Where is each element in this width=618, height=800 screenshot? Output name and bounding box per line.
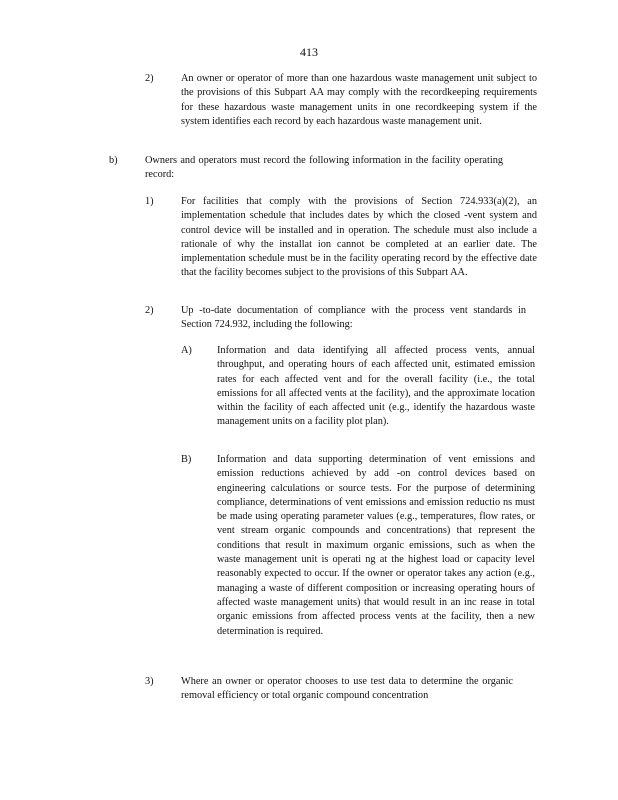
page-number: 413 xyxy=(300,45,318,59)
paragraph-implementation-schedule: For facilities that comply with the provisions of Section 724.933(a)(2), an implementation schedule that includes dates by which the closed -vent system and control device will be installed and in operation. The schedule must also include a rationale of why the installat ion cannot be completed at an earlier date. The implementation schedule must be in the facility operating record by the effective date that the facility becomes subject to the provisions of this Subpart AA. xyxy=(181,196,537,279)
item-marker: B) xyxy=(181,454,192,465)
paragraph-multi-unit-recordkeeping: An owner or operator of more than one hazardous waste management unit subject to the provisions of this Subpart AA may comply with the recordkeeping requirements for these hazardous waste management units in one recordkeeping system if the system identifies each record by each hazardous waste management unit. xyxy=(181,73,537,127)
paragraph-test-data: Where an owner or operator chooses to use test data to determine the organic removal efficiency or total organic compound concentration xyxy=(181,676,513,702)
item-marker: A) xyxy=(181,345,192,356)
item-marker: b) xyxy=(109,155,118,166)
item-marker: 2) xyxy=(145,305,154,316)
item-marker: 1) xyxy=(145,196,154,207)
paragraph-affected-process-vents: Information and data identifying all affected process vents, annual throughput, and operating hours of each affected unit, estimated emission rates for each affected vent and for the overall facility (i.e., the total emissions for all affected vents at the facility), and the approximate location within the facility of each affected unit (e.g., identify the hazardous waste management units on a facility plot plan). xyxy=(217,345,535,428)
paragraph-vent-emission-determination: Information and data supporting determination of vent emissions and emission reductions achieved by add -on control devices based on engineering calculations or source tests. For the purpose of determining compliance, determinations of vent emissions and emission reductio ns must be made using operating parameter values (e.g., temperatures, flow rates, or vent stream organic compounds and concentrations) that represent the conditions that result in maximum organic emissions, such as when the waste management unit is operati ng at the highest load or capacity level reasonably expected to occur. If the owner or operator takes any action (e.g., managing a waste of different composition or increasing operating hours of affected waste management units) that would result in an inc rease in total organic emissions from affected process vents at the facility, then a new determination is required. xyxy=(217,454,535,637)
paragraph-compliance-documentation: Up -to-date documentation of compliance with the process vent standards in Section 724.932, including the following: xyxy=(181,305,526,331)
paragraph-operating-record: Owners and operators must record the following information in the facility operating record: xyxy=(145,155,503,181)
item-marker: 3) xyxy=(145,676,154,687)
item-marker: 2) xyxy=(145,73,154,84)
